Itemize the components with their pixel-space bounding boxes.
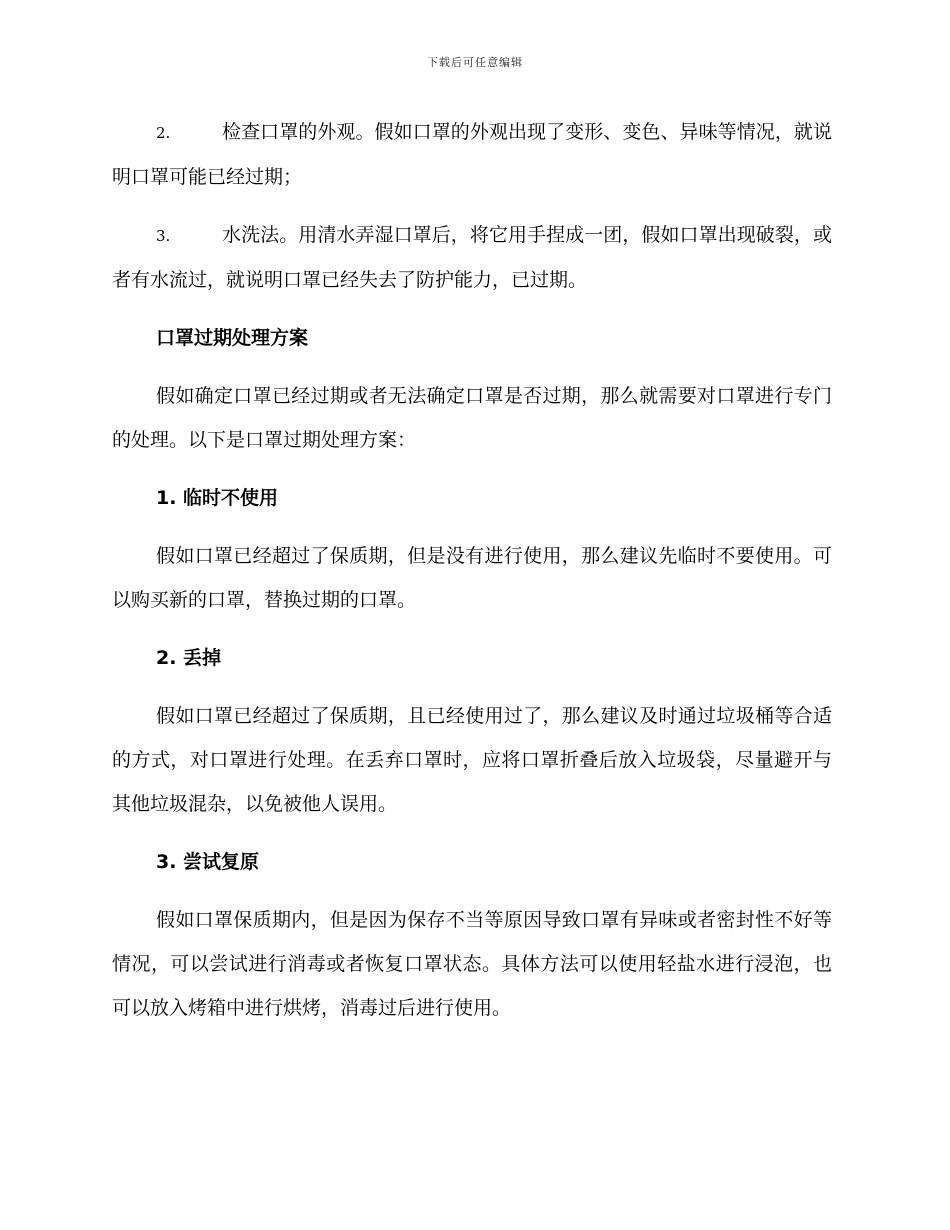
option-paragraph: 假如口罩已经超过了保质期，且已经使用过了，那么建议及时通过垃圾桶等合适的方式，对口罩进行处理。在丢弃口罩时，应将口罩折叠后放入垃圾袋，尽量避开与其他垃圾混杂，以免被他人误用。: [112, 705, 832, 815]
item-text: 水洗法。用清水弄湿口罩后，将它用手捏成一团，假如口罩出现破裂，或者有水流过，就说明口罩已经失去了防护能力，已过期。: [112, 224, 832, 291]
item-number: 3.: [156, 227, 171, 245]
item-number: 2.: [156, 124, 171, 142]
section-intro: 假如确定口罩已经过期或者无法确定口罩是否过期，那么就需要对口罩进行专门的处理。以下是口罩过期处理方案：: [112, 385, 832, 451]
numbered-item: [112, 110, 832, 199]
option-heading: 3. 尝试复原: [156, 851, 260, 873]
item-text: 检查口罩的外观。假如口罩的外观出现了变形、变色、异味等情况，就说明口罩可能已经过期；: [112, 121, 832, 188]
option-paragraph: 假如口罩保质期内，但是因为保存不当等原因导致口罩有异味或者密封性不好等情况，可以尝试进行消毒或者恢复口罩状态。具体方法可以使用轻盐水进行浸泡，也可以放入烤箱中进行烘烤，消毒过后进行使用。: [112, 909, 832, 1019]
option-heading: 2. 丢掉: [156, 647, 222, 669]
option-paragraph: 假如口罩已经超过了保质期，但是没有进行使用，那么建议先临时不要使用。可以购买新的口罩，替换过期的口罩。: [112, 545, 832, 611]
option-heading: 1. 临时不使用: [156, 487, 279, 509]
numbered-item: [112, 213, 832, 302]
document-body: [112, 110, 832, 1044]
section-title: 口罩过期处理方案: [156, 327, 309, 349]
page-header: 下载后可任意编辑: [427, 56, 523, 69]
